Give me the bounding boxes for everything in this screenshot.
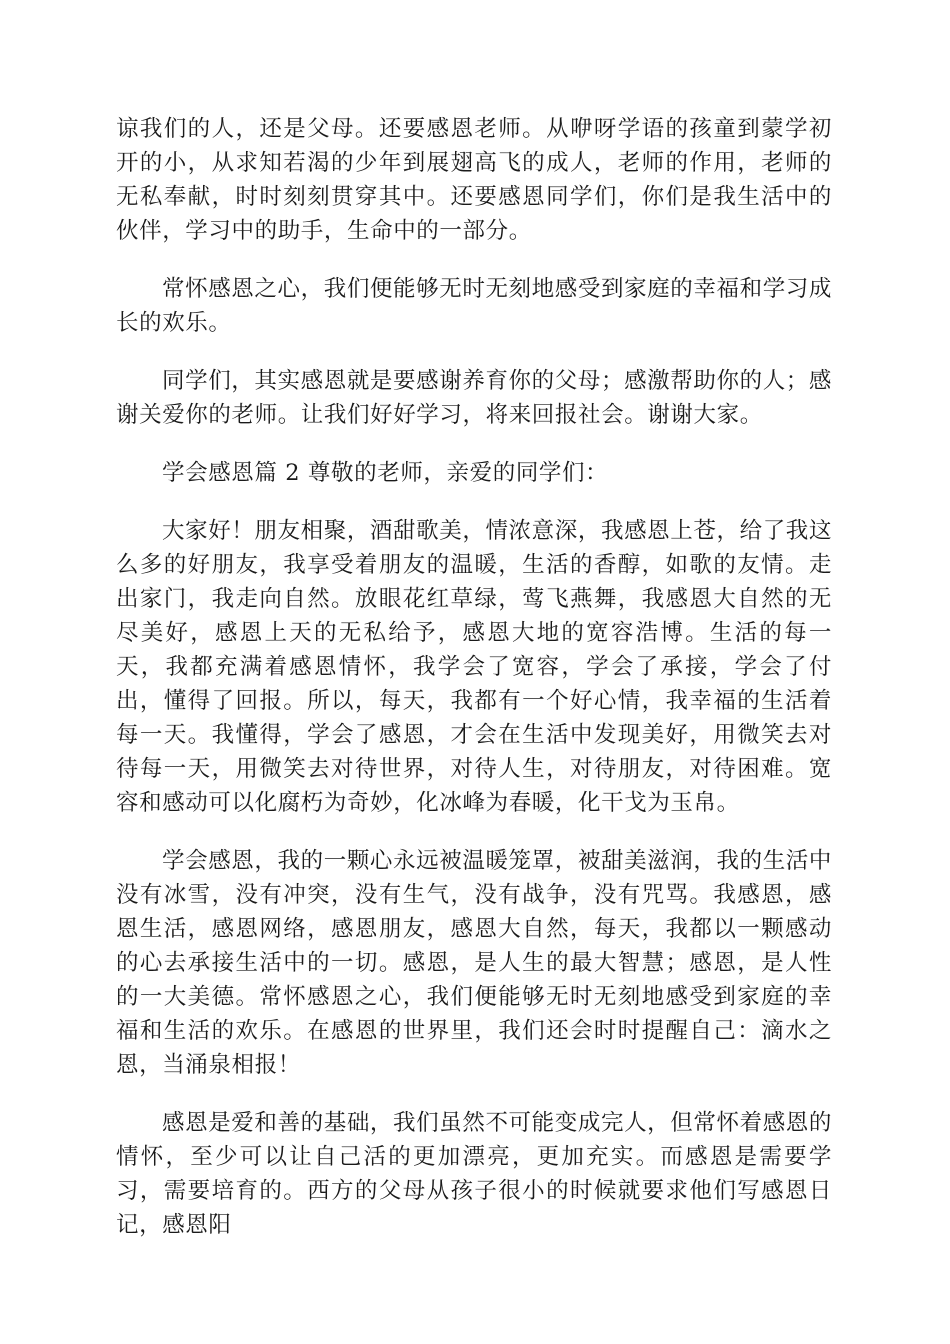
section-heading: 学会感恩篇 2 尊敬的老师，亲爱的同学们：	[162, 460, 609, 486]
paragraph-3: 同学们，其实感恩就是要感谢养育你的父母；感激帮助你的人；感谢关爱你的老师。让我们好好学习，将来回报社会。谢谢大家。	[116, 368, 832, 428]
paragraph-1: 谅我们的人，还是父母。还要感恩老师。从咿呀学语的孩童到蒙学初开的小，从求知若渴的少年到展翅高飞的成人，老师的作用，老师的无私奉献，时时刻刻贯穿其中。还要感恩同学们，你们是我生活中的伙伴，学习中的助手，生命中的一部分。	[116, 116, 832, 244]
paragraph-6: 学会感恩，我的一颗心永远被温暖笼罩，被甜美滋润，我的生活中没有冰雪，没有冲突，没有生气，没有战争，没有咒骂。我感恩，感恩生活，感恩网络，感恩朋友，感恩大自然，每天，我都以一颗感动的心去承接生活中的一切。感恩，是人生的最大智慧；感恩，是人性的一大美德。常怀感恩之心，我们便能够无时无刻地感受到家庭的幸福和生活的欢乐。在感恩的世界里，我们还会时时提醒自己：滴水之恩，当涌泉相报！	[116, 848, 832, 1078]
paragraph-7: 感恩是爱和善的基础，我们虽然不可能变成完人，但常怀着感恩的情怀，至少可以让自己活的更加漂亮，更加充实。而感恩是需要学习，需要培育的。西方的父母从孩子很小的时候就要求他们写感恩日记，感恩阳	[116, 1110, 832, 1238]
document-page	[116, 112, 832, 1266]
paragraph-5: 大家好！朋友相聚，酒甜歌美，情浓意深，我感恩上苍，给了我这么多的好朋友，我享受着朋友的温暖，生活的香醇，如歌的友情。走出家门，我走向自然。放眼花红草绿，莺飞燕舞，我感恩大自然的无尽美好，感恩上天的无私给予，感恩大地的宽容浩博。生活的每一天，我都充满着感恩情怀，我学会了宽容，学会了承接，学会了付出，懂得了回报。所以，每天，我都有一个好心情，我幸福的生活着每一天。我懂得，学会了感恩，才会在生活中发现美好，用微笑去对待每一天，用微笑去对待世界，对待人生，对待朋友，对待困难。宽容和感动可以化腐朽为奇妙，化冰峰为春暖，化干戈为玉帛。	[116, 518, 832, 816]
paragraph-2: 常怀感恩之心，我们便能够无时无刻地感受到家庭的幸福和学习成长的欢乐。	[116, 276, 832, 336]
